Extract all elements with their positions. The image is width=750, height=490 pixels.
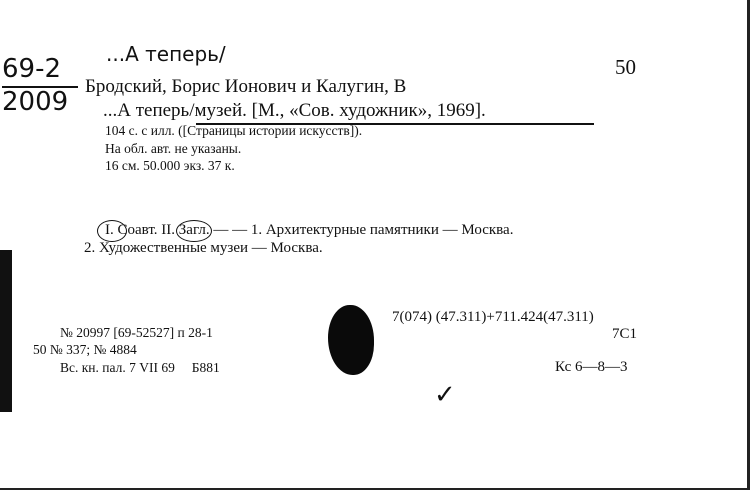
record-line-1: № 20997 [69-52527] п 28-1 xyxy=(60,325,213,340)
classification-line-1: 7(074) (47.311)+711.424(47.311) xyxy=(392,309,594,325)
record-line-3: Вс. кн. пал. 7 VII 69 Б881 xyxy=(60,360,220,375)
card-number: 50 xyxy=(615,55,636,79)
record-line-2: 50 № 337; № 4884 xyxy=(33,342,137,357)
authors-heading: Бродский, Борис Ионович и Калугин, В xyxy=(85,76,407,97)
call-number-top: 69-2 xyxy=(2,54,62,84)
subjects-line-2: 2. Художественные музеи — Москва. xyxy=(84,240,323,256)
card-left-edge-shadow xyxy=(0,250,12,412)
classification-line-2: 7С1 xyxy=(612,326,638,342)
checkmark: ✓ xyxy=(434,380,456,410)
note-authors: На обл. авт. не указаны. xyxy=(105,141,242,156)
kc-code: Кс 6—8—3 xyxy=(555,359,628,375)
physical-description: 104 с. с илл. ([Страницы истории искусств]). xyxy=(105,123,363,138)
note-size-print-run: 16 см. 50.000 экз. 37 к. xyxy=(105,158,235,173)
ink-blot xyxy=(328,305,374,375)
subjects-line-1: I. Соавт. II. Загл. — — 1. Архитектурные памятники — Москва. xyxy=(105,222,514,238)
title-line: ...А теперь/музей. [М., «Сов. художник», 1969]. xyxy=(103,100,486,121)
handwritten-title-note: ...А теперь/ xyxy=(106,42,226,66)
call-number-bottom: 2009 xyxy=(2,87,69,117)
